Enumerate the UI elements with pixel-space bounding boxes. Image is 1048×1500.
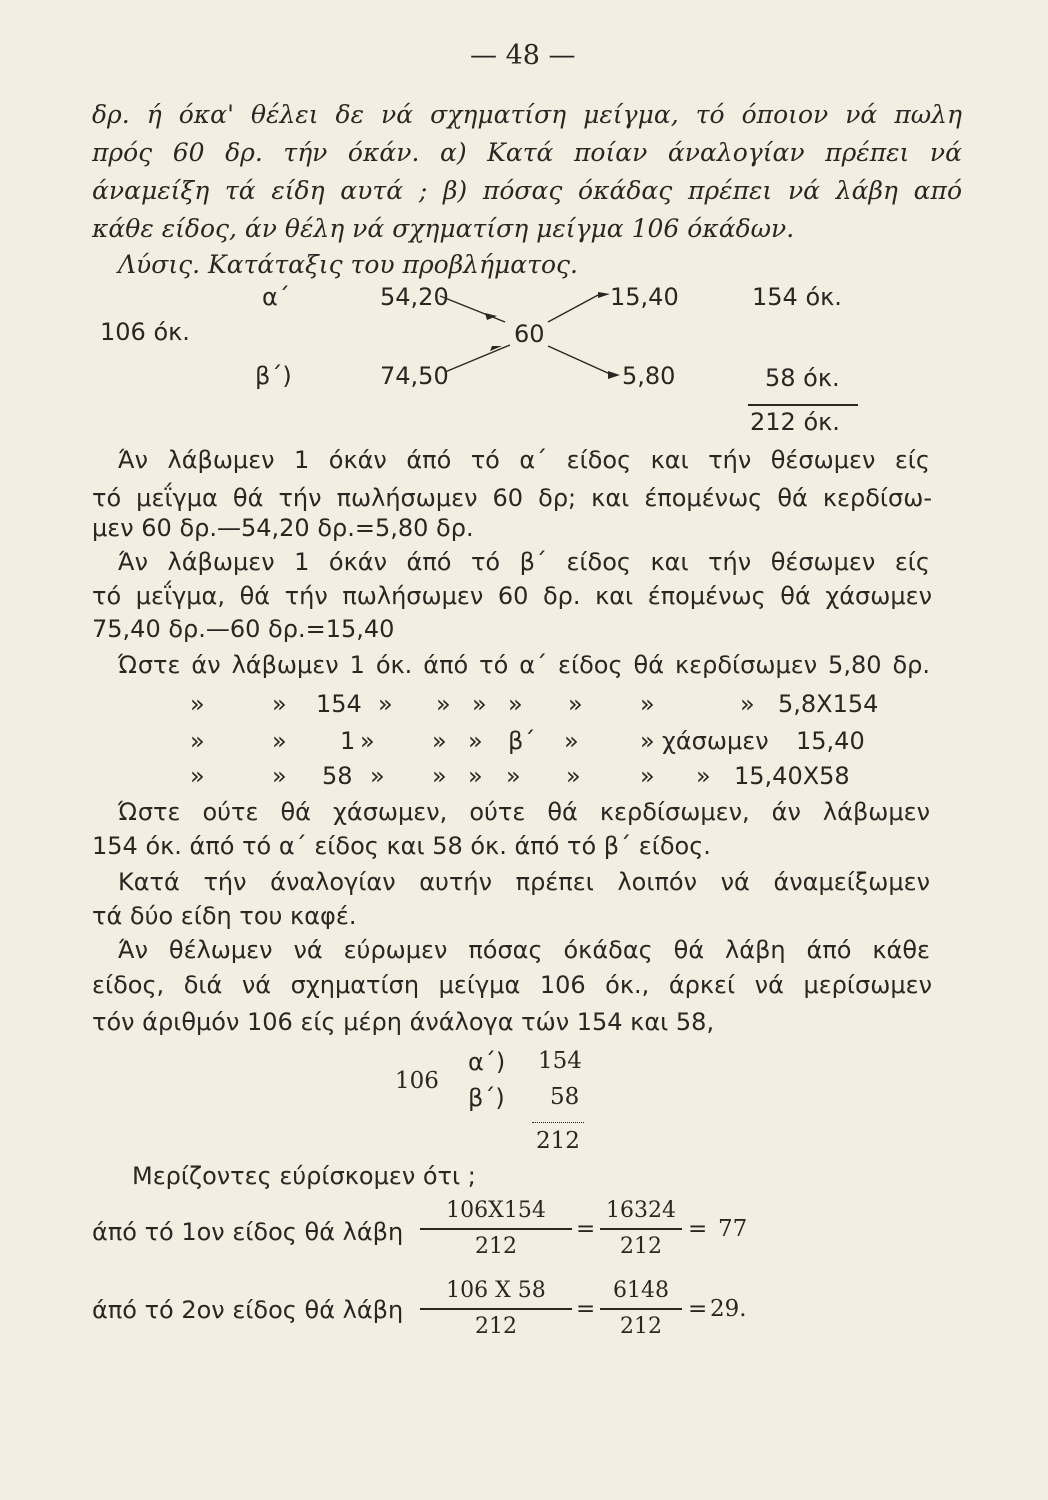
conclusion-intro: Μερίζοντες εύρίσκομεν ότι ; [132,1162,476,1190]
body2-line-3: Κατά τήν άναλογίαν αυτήν πρέπει λοιπόν νά άναμείξωμεν [118,868,930,896]
result-prefix: άπό τό 2ον είδος θά λάβη [92,1296,404,1324]
result-denominator: 212 [620,1314,662,1339]
body2-line-4: τά δύο είδη του καφέ. [92,902,357,930]
ditto-mark: » [190,727,205,755]
arrow-mid-to-diff-a [548,294,600,322]
ditto-mark: » [272,727,287,755]
ditto-qty: 58 [322,762,353,790]
result-numerator: 106 Χ 58 [446,1278,546,1303]
equals-sign: = [576,1296,596,1322]
result-value: 77 [718,1216,748,1242]
ditto-mark: » [190,762,205,790]
ditto-kind: β΄ [508,727,536,755]
division-b-value: 58 [550,1084,580,1110]
body2-line-7: τόν άριθμόν 106 είς μέρη άνάλογα τών 154 και 58, [92,1008,715,1036]
intro-line-2: πρός 60 δρ. τήν όκάν. α) Κατά ποίαν άναλογίαν πρέπει νά [92,138,962,167]
ditto-mark: » [360,727,375,755]
ditto-mark: » [432,762,447,790]
ditto-mark: » [190,690,205,718]
diagram-b-price: 74,50 [380,362,449,390]
arrow-mid-to-diff-b [548,346,610,374]
body2-line-2: 154 όκ. άπό τό α΄ είδος και 58 όκ. άπό τό β΄ είδος. [92,832,711,860]
intro-line-1: δρ. ή όκα' θέλει δε νά σχηματίση μείγμα, τό όποιον νά πωλη [92,100,962,129]
ditto-mark: » [564,727,579,755]
ditto-mark: » [640,727,655,755]
diagram-qty-a: 154 όκ. [752,283,842,311]
result-prefix: άπό τό 1ον είδος θά λάβη [92,1218,404,1246]
body-line-4: Άν λάβωμεν 1 όκάν άπό τό β΄ είδος και τήν θέσωμεν είς [118,548,930,576]
body-line-2: τό μεΐγμα θά τήν πωλήσωμεν 60 δρ; και έπομένως θά κερδίσω- [92,484,932,512]
result-denominator: 212 [620,1234,662,1259]
intro-line-3: άναμείξη τά είδη αυτά ; β) πόσας όκάδας πρέπει νά λάβη από [92,176,962,205]
ditto-mark: » [436,690,451,718]
ditto-mark: » [506,762,521,790]
equals-sign: = [688,1216,708,1242]
diagram-a-price: 54,20 [380,283,449,311]
division-a-label: α΄) [468,1048,506,1076]
fraction-bar [600,1228,682,1230]
diagram-b-label: β΄) [255,362,292,390]
arrowhead-diff-b-icon [608,371,620,379]
diagram-diff-a: 15,40 [610,283,679,311]
division-b-label: β΄) [468,1084,505,1112]
diagram-total: 106 όκ. [100,318,190,346]
division-a-value: 154 [538,1048,582,1074]
result-denominator: 212 [475,1234,517,1259]
ditto-result: 15,40Χ58 [734,762,850,790]
division-total: 106 [395,1068,439,1094]
diagram-qty-b: 58 όκ. [765,364,840,392]
ditto-mark: » [432,727,447,755]
division-sum-line [532,1122,584,1123]
body-line-1: Άν λάβωμεν 1 όκάν άπό τό α΄ είδος και τήν θέσωμεν είς [118,446,930,474]
result-numerator: 16324 [606,1198,676,1223]
ditto-mark: » [370,762,385,790]
ditto-verb: χάσωμεν [662,727,769,755]
page-number: — 48 — [470,40,576,71]
body2-line-6: είδος, διά νά σχηματίση μείγμα 106 όκ., άρκεί νά μερίσωμεν [92,971,932,999]
ditto-mark: » [468,762,483,790]
fraction-bar [420,1308,572,1310]
fraction-bar [420,1228,572,1230]
diagram-qty-total: 212 όκ. [750,408,840,436]
solution-heading: Λύσις. Κατάταξις του προβλήματος. [118,250,578,279]
ditto-mark: » [640,690,655,718]
arrowhead-diff-a-icon [598,292,610,298]
fraction-bar [600,1308,682,1310]
result-numerator: 106Χ154 [446,1198,546,1223]
diagram-diff-b: 5,80 [622,362,676,390]
equals-sign: = [688,1296,708,1322]
ditto-mark: » [272,762,287,790]
ditto-qty: 154 [316,690,362,718]
ditto-qty: 1 [340,727,356,755]
body-line-7: Ώστε άν λάβωμεν 1 όκ. άπό τό α΄ είδος θά κερδίσωμεν 5,80 δρ. [118,651,930,679]
result-numerator: 6148 [613,1278,669,1303]
arrow-b-to-mid [445,345,510,372]
ditto-mark: » [272,690,287,718]
arrow-a-to-mid [440,296,505,322]
ditto-mark: » [568,690,583,718]
body-line-6: 75,40 δρ.—60 δρ.=15,40 [92,615,395,643]
ditto-result: 15,40 [796,727,865,755]
diagram-mid-price: 60 [514,320,545,348]
ditto-mark: » [378,690,393,718]
ditto-mark: » [696,762,711,790]
body-line-3: μεν 60 δρ.—54,20 δρ.=5,80 δρ. [92,514,474,542]
ditto-result: 5,8Χ154 [778,690,879,718]
ditto-mark: » [508,690,523,718]
arrowhead-a-icon [485,313,497,320]
ditto-mark: » [468,727,483,755]
intro-line-4: κάθε είδος, άν θέλη νά σχηματίση μείγμα 106 όκάδων. [92,214,795,243]
result-denominator: 212 [475,1314,517,1339]
ditto-mark: » [472,690,487,718]
equals-sign: = [576,1216,596,1242]
body2-line-5: Άν θέλωμεν νά εύρωμεν πόσας όκάδας θά λάβη άπό κάθε [118,936,930,964]
ditto-mark: » [740,690,755,718]
ditto-mark: » [640,762,655,790]
ditto-mark: » [566,762,581,790]
body-line-5: τό μεΐγμα, θά τήν πωλήσωμεν 60 δρ. και έπομένως θά χάσωμεν [92,582,932,610]
body2-line-1: Ώστε ούτε θά χάσωμεν, ούτε θά κερδίσωμεν, άν λάβωμεν [118,798,930,826]
division-sum: 212 [536,1128,580,1154]
diagram-a-label: α΄ [262,283,290,311]
result-value: 29. [710,1296,747,1322]
